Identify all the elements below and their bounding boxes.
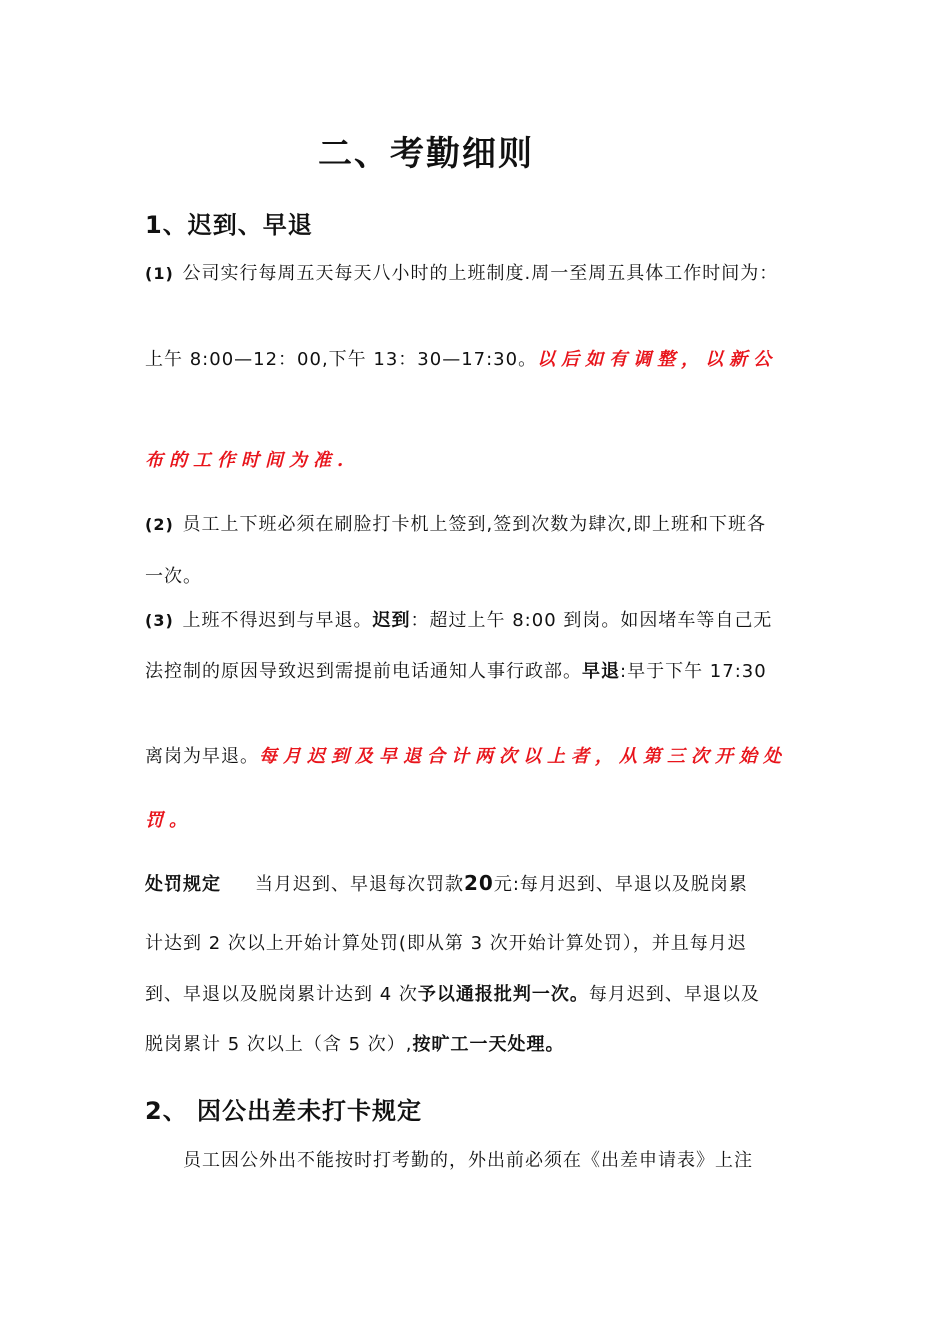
paragraph-text: 离岗为早退。 xyxy=(145,746,259,767)
paragraph-text: 法控制的原因导致迟到需提前电话通知人事行政部。 xyxy=(145,661,582,682)
paragraph-3-line-2 xyxy=(145,660,767,684)
paragraph-text: 每月迟到、早退以及 xyxy=(588,984,760,1005)
red-note: 以后如有调整，以新公 xyxy=(537,349,778,370)
paragraph-text: 到、早退以及脱岗累计达到 4 次 xyxy=(145,984,418,1005)
red-note: 每月迟到及早退合计两次以上者，从第三次开始处 xyxy=(259,746,787,767)
paragraph-1-line-2 xyxy=(145,348,777,372)
paragraph-text: 当月迟到、早退每次罚款 xyxy=(255,874,464,895)
paragraph-text: 公司实行每周五天每天八小时的上班制度.周一至周五具体工作时间为： xyxy=(182,263,779,284)
term-early-leave: 早退 xyxy=(582,661,620,682)
section-heading-business-trip: 2、 因公出差未打卡规定 xyxy=(145,1097,423,1125)
penalty-label: 处罚规定 xyxy=(145,874,221,895)
penalty-amount: 20 xyxy=(464,871,494,895)
paragraph-text: 上班不得迟到与早退。 xyxy=(182,610,373,631)
paragraph-2-line-1 xyxy=(145,513,766,537)
section-heading-late-early: 1、迟到、早退 xyxy=(145,211,313,239)
paragraph-1-line-1 xyxy=(145,262,778,286)
paragraph-text: 脱岗累计 5 次以上（含 5 次）, xyxy=(145,1034,413,1055)
penalty-bold-text: 按旷工一天处理。 xyxy=(412,1034,565,1055)
paragraph-text: :早于下午 17:30 xyxy=(620,661,767,682)
term-late: 迟到 xyxy=(372,610,411,631)
list-marker: (2) xyxy=(145,515,174,534)
list-marker: (1) xyxy=(145,264,174,283)
paragraph-text: 员工上下班必须在刷脸打卡机上签到,签到次数为肆次,即上班和下班各 xyxy=(182,514,766,535)
list-marker: (3) xyxy=(145,611,174,630)
penalty-line-1 xyxy=(145,871,748,897)
red-note: 罚。 xyxy=(145,810,193,831)
paragraph-3-line-3 xyxy=(145,745,787,769)
paragraph-text: 元:每月迟到、早退以及脱岗累 xyxy=(493,874,748,895)
paragraph-1-line-3 xyxy=(145,449,349,473)
paragraph-text: ：超过上午 8:00 到岗。如因堵车等自己无 xyxy=(410,610,773,631)
paragraph-3-line-4 xyxy=(145,809,193,833)
section-2-line-1: 员工因公外出不能按时打考勤的，外出前必须在《出差申请表》上注 xyxy=(183,1150,753,1171)
penalty-line-3 xyxy=(145,983,760,1007)
red-note: 布的工作时间为准. xyxy=(145,450,350,471)
penalty-bold-text: 予以通报批判一次。 xyxy=(417,984,589,1005)
paragraph-2-line-2: 一次。 xyxy=(145,566,202,587)
penalty-line-2: 计达到 2 次以上开始计算处罚(即从第 3 次开始计算处罚），并且每月迟 xyxy=(145,933,747,954)
paragraph-3-line-1 xyxy=(145,609,772,633)
page-title: 二、考勤细则 xyxy=(318,134,534,174)
penalty-line-4 xyxy=(145,1033,565,1057)
paragraph-text: 上午 8:00—12：00,下午 13：30—17:30。 xyxy=(145,349,538,370)
